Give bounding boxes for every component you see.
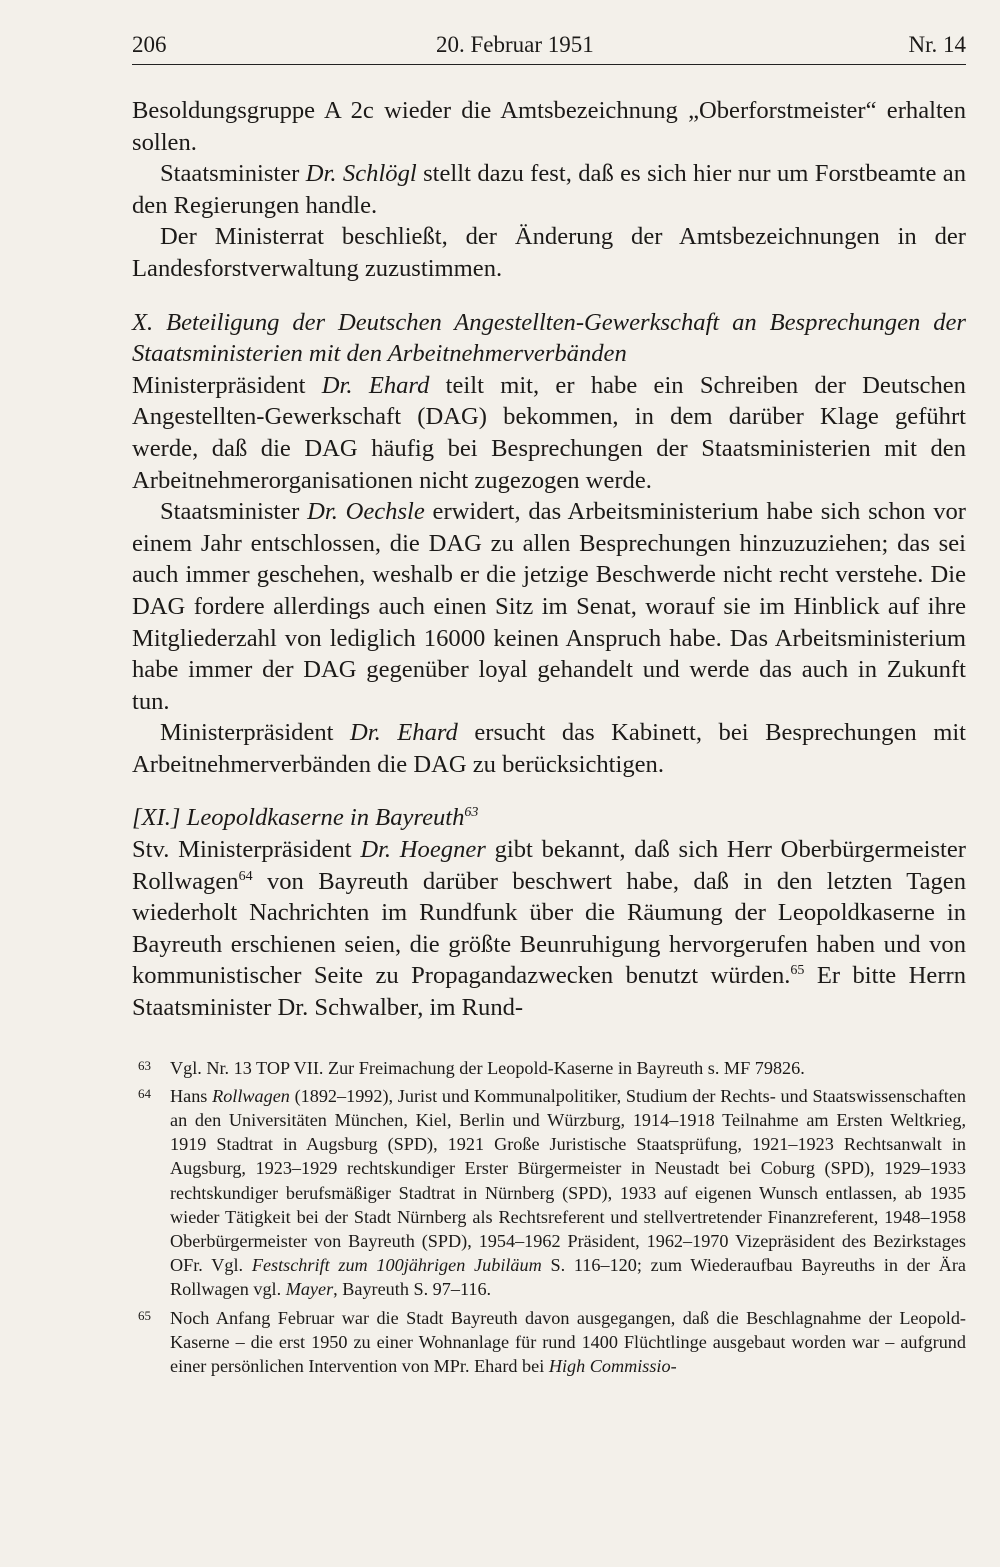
page-number: 206	[132, 32, 167, 57]
paragraph-text: stellt dazu fest, daß es sich hier nur um Forstbeamte an den Regierungen handle.	[132, 160, 966, 219]
running-head	[132, 28, 966, 64]
person-name: Dr. Ehard	[350, 719, 458, 747]
person-name: Dr. Hoegner	[360, 836, 486, 864]
footnotes	[132, 1056, 966, 1379]
paragraph-text: Ministerpräsident	[160, 719, 350, 747]
document-page	[132, 28, 966, 1382]
heading-text: [XI.] Leopoldkaserne in Bayreuth	[132, 804, 465, 832]
paragraph-text: ersucht das Kabinett, bei Besprechungen mit Arbeitnehmerverbänden die DAG zu berücksichtigen.	[132, 719, 966, 778]
issue-number: Nr. 14	[908, 32, 966, 57]
footnote-number: 63	[138, 1057, 151, 1073]
paragraph	[132, 496, 966, 717]
paragraph-text: Er bitte Herrn Staatsminister Dr. Schwalber, im Rund-	[132, 962, 966, 1022]
body-text	[132, 95, 966, 1024]
footnote-text: Vgl. Nr. 13 TOP VII. Zur Freimachung der Leopold-Kaserne in Bayreuth s. MF 79826.	[170, 1057, 805, 1078]
paragraph-text: teilt mit, er habe ein Schreiben der Deutschen Angestellten-Gewerkschaft (DAG) bekommen, in dem darüber Klage geführt werde, daß die DAG häufig bei Besprechungen der Staatsministerien mit den Arbeitnehmerorganisationen nicht zugezogen werde.	[132, 371, 966, 494]
footnote-number: 64	[138, 1085, 151, 1101]
citation-title: Festschrift zum 100jährigen Jubiläum	[251, 1255, 542, 1276]
paragraph: Der Ministerrat beschließt, der Änderung der Amtsbezeichnungen in der Landesforstverwaltung zuzustimmen.	[132, 223, 966, 282]
footnote-text: Noch Anfang Februar war die Stadt Bayreuth davon ausgegangen, daß die Beschlagnahme der Leopold-Kaserne – die erst 1950 zu einer Wohnanlage für rund 1400 Flüchtlinge ausgebaut worden war – aufgrund einer persönlichen Intervention von MPr. Ehard bei	[170, 1307, 966, 1377]
paragraph: Besoldungsgruppe A 2c wieder die Amtsbezeichnung „Oberforstmeister“ erhalten sollen.	[132, 97, 966, 156]
paragraph	[132, 834, 966, 1024]
paragraph-text: erwidert, das Arbeitsministerium habe sich schon vor einem Jahr entschlossen, die DAG zu allen Besprechungen hinzuzuziehen; das sei auch immer geschehen, weshalb er die jetzige Beschwerde nicht recht verstehe. Die DAG fordere allerdings auch einen Sitz im Senat, worauf sie im Hinblick auf ihre Mitgliederzahl von lediglich 16000 keinen Anspruch habe. Das Arbeitsministerium habe immer der DAG gegenüber loyal gehandelt und werde das auch in Zukunft tun.	[132, 498, 966, 715]
person-name: Dr. Schlögl	[305, 160, 417, 188]
paragraph-text: Staatsminister	[160, 160, 306, 188]
header-date: 20. Februar 1951	[436, 32, 594, 57]
section-heading-x: X. Beteiligung der Deutschen Angestellten-Gewerkschaft an Besprechungen der Staatsministerien mit den Arbeitnehmerverbänden	[132, 308, 966, 368]
footnote-ref[interactable]: 65	[790, 963, 805, 979]
footnote-text: S. 116–120; zum Wiederaufbau Bayreuths in der Ära Rollwagen vgl.	[170, 1255, 966, 1300]
italic-term: High Commissio-	[548, 1356, 677, 1377]
person-name: Dr. Oechsle	[307, 498, 425, 526]
paragraph	[132, 717, 966, 780]
header-rule	[132, 64, 966, 65]
footnote-text: , Bayreuth S. 97–116.	[333, 1279, 492, 1300]
paragraph-text: Stv. Ministerpräsident	[132, 836, 361, 864]
paragraph-text: Ministerpräsident	[132, 371, 322, 399]
person-name: Dr. Ehard	[321, 371, 430, 399]
section-heading-xi	[132, 802, 966, 834]
footnote-number: 65	[138, 1307, 151, 1323]
paragraph-text: Staatsminister	[160, 498, 308, 526]
footnote-ref[interactable]: 64	[238, 868, 253, 884]
footnote-ref[interactable]: 63	[464, 805, 479, 821]
paragraph	[132, 158, 966, 221]
footnote-text: (1892–1992), Jurist und Kommunalpolitiker, Studium der Rechts- und Staatswissenschaften an den Universitäten München, Kiel, Berlin und Würzburg, 1914–1918 Teilnahme am Ersten Weltkrieg, 1919 Stadtrat in Augsburg (SPD), 1921 Große Juristische Staatsprüfung, 1921–1923 Rechtsanwalt in Augsburg, 1923–1929 rechtskundiger Erster Bürgermeister in Neustadt bei Coburg (SPD), 1929–1933 rechtskundiger berufsmäßiger Stadtrat in Nürnberg (SPD), 1933 auf eigenen Wunsch entlassen, ab 1935 wieder Tätigkeit bei der Stadt Nürnberg als Rechtsreferent und stellvertretender Finanzreferent, 1948–1958 Oberbürgermeister von Bayreuth (SPD), 1954–1962 Präsident, 1962–1970 Vizepräsident des Bezirkstages OFr. Vgl.	[170, 1085, 966, 1276]
paragraph-text: von Bayreuth darüber beschwert habe, daß in den letzten Tagen wiederholt Nachrichten im Rundfunk über die Räumung der Leopoldkaserne in Bayreuth erschienen seien, die größte Beunruhigung hervorgerufen haben und von kommunistischer Seite zu Propagandazwecken benutzt würden.	[132, 867, 966, 990]
footnote-65	[132, 1306, 966, 1379]
footnote-64	[132, 1084, 966, 1302]
citation-author: Mayer	[285, 1279, 334, 1300]
person-name: Rollwagen	[212, 1085, 290, 1106]
paragraph-text: gibt bekannt, daß sich Herr Oberbürgermeister Rollwagen	[132, 836, 966, 895]
footnote-text: Hans	[170, 1085, 213, 1106]
footnote-63	[132, 1056, 966, 1080]
paragraph	[132, 370, 966, 496]
